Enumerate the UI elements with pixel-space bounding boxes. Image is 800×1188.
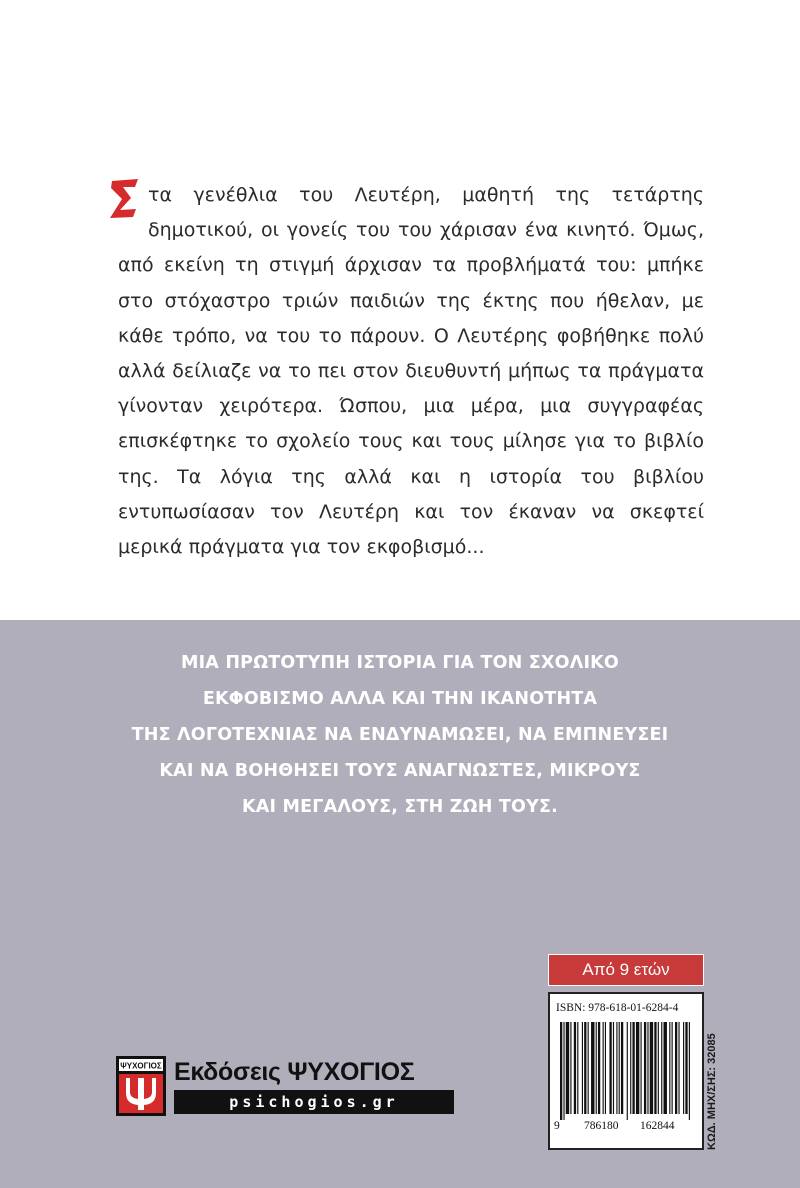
barcode-bars (556, 1022, 696, 1120)
barcode-bar (672, 1022, 673, 1114)
barcode-bar (630, 1022, 631, 1114)
tagline-line: ΚΑΙ ΝΑ ΒΟΗΘΗΣΕΙ ΤΟΥΣ ΑΝΑΓΝΩΣΤΕΣ, ΜΙΚΡΟΥΣ (159, 761, 641, 781)
barcode-bar (685, 1022, 687, 1114)
dropcap-sigma (108, 178, 142, 218)
tagline-line: ΤΗΣ ΛΟΓΟΤΕΧΝΙΑΣ ΝΑ ΕΝΔΥΝΑΜΩΣΕΙ, ΝΑ ΕΜΠΝΕΥΣΕΙ (131, 725, 669, 745)
barcode-bar (582, 1022, 583, 1114)
barcode-bar (598, 1022, 600, 1114)
blurb (118, 178, 704, 565)
barcode-bar (675, 1022, 677, 1114)
barcode-bar (605, 1022, 606, 1114)
barcode-bar (636, 1022, 639, 1114)
barcode-bar (596, 1022, 597, 1114)
barcode-bar (644, 1022, 646, 1114)
publisher-url: psichogios.gr (174, 1090, 454, 1114)
barcode (548, 992, 704, 1150)
psi-logo-icon (116, 1056, 166, 1116)
barcode-bar (647, 1022, 648, 1114)
torn-paper-edge (0, 570, 800, 630)
barcode-bar (570, 1022, 571, 1114)
ean-middle-digits: 786180 (584, 1120, 619, 1132)
ean-first-digit: 9 (554, 1120, 560, 1132)
barcode-bar (574, 1022, 576, 1114)
barcode-bar (661, 1022, 662, 1114)
barcode-bar (619, 1022, 620, 1114)
tagline-line: ΜΙΑ ΠΡΩΤΟΤΥΠΗ ΙΣΤΟΡΙΑ ΓΙΑ ΤΟΝ ΣΧΟΛΙΚΟ (180, 653, 620, 673)
barcode-bar (650, 1022, 653, 1114)
barcode-bar (613, 1022, 614, 1114)
ean-last-digits: 162844 (640, 1120, 675, 1132)
product-code: ΚΩΔ. ΜΗΧ/ΣΗΣ: 32085 (706, 1033, 718, 1150)
barcode-bar (566, 1022, 569, 1114)
barcode-bar (621, 1022, 623, 1114)
barcode-bar (616, 1022, 617, 1114)
barcode-bar (563, 1022, 564, 1120)
barcode-bar (591, 1022, 594, 1114)
tagline-line: ΕΚΦΟΒΙΣΜΟ ΑΛΛΑ ΚΑΙ ΤΗΝ ΙΚΑΝΟΤΗΤΑ (202, 689, 598, 709)
barcode-bar (603, 1022, 604, 1114)
barcode-bar (609, 1022, 611, 1114)
blurb-text: τα γενέθλια του Λευτέρη, μαθητή της τετάρτης δημοτικού, οι γονείς του του χάρισαν ένα κινητό. Όμως, από εκείνη τη στιγμή άρχισαν τα προβλήματά του: μπήκε στο στόχαστρο τριών παιδιών της έκτης που ήθελαν, με κάθε τρόπο, να του το πάρουν. Ο Λευτέρης φοβήθηκε πολύ αλλά δείλιαζε να το πει στον διευθυντή μήπως τα πράγματα γίνονταν χειρότερα. Ώσπου, μια μέρα, μια συγγραφέας επισκέφτηκε το σχολείο τους και τους μίλησε για το βιβλίο της. Τα λόγια της αλλά και η ιστορία του βιβλίου εντυπωσίασαν τον Λευτέρη και τον έκαναν να σκεφτεί μερικά πράγματα για τον εκφοβισμό... (118, 184, 704, 559)
barcode-bar (641, 1022, 642, 1114)
barcode-bar (669, 1022, 670, 1114)
age-badge: Από 9 ετών (548, 954, 704, 986)
barcode-bar (654, 1022, 656, 1114)
barcode-bar (577, 1022, 578, 1114)
barcode-bar (678, 1022, 679, 1114)
isbn-label: ISBN: 978-618-01-6284-4 (556, 1002, 679, 1014)
barcode-bar (560, 1022, 562, 1120)
logo-mark-label: ΨΥΧΟΓΙΟΣ (120, 1061, 162, 1071)
barcode-bar (689, 1022, 690, 1120)
tagline (100, 645, 700, 825)
barcode-bar (584, 1022, 586, 1114)
barcode-bar (588, 1022, 589, 1114)
publisher-name: Εκδόσεις ΨΥΧΟΓΙΟΣ (174, 1058, 415, 1086)
barcode-bar (683, 1022, 684, 1114)
barcode-bar (627, 1022, 628, 1120)
barcode-bar (664, 1022, 667, 1114)
barcode-bar (658, 1022, 659, 1114)
barcode-bar (632, 1022, 634, 1114)
publisher-logo (116, 1056, 458, 1116)
tagline-line: ΚΑΙ ΜΕΓΑΛΟΥΣ, ΣΤΗ ΖΩΗ ΤΟΥΣ. (242, 797, 558, 817)
